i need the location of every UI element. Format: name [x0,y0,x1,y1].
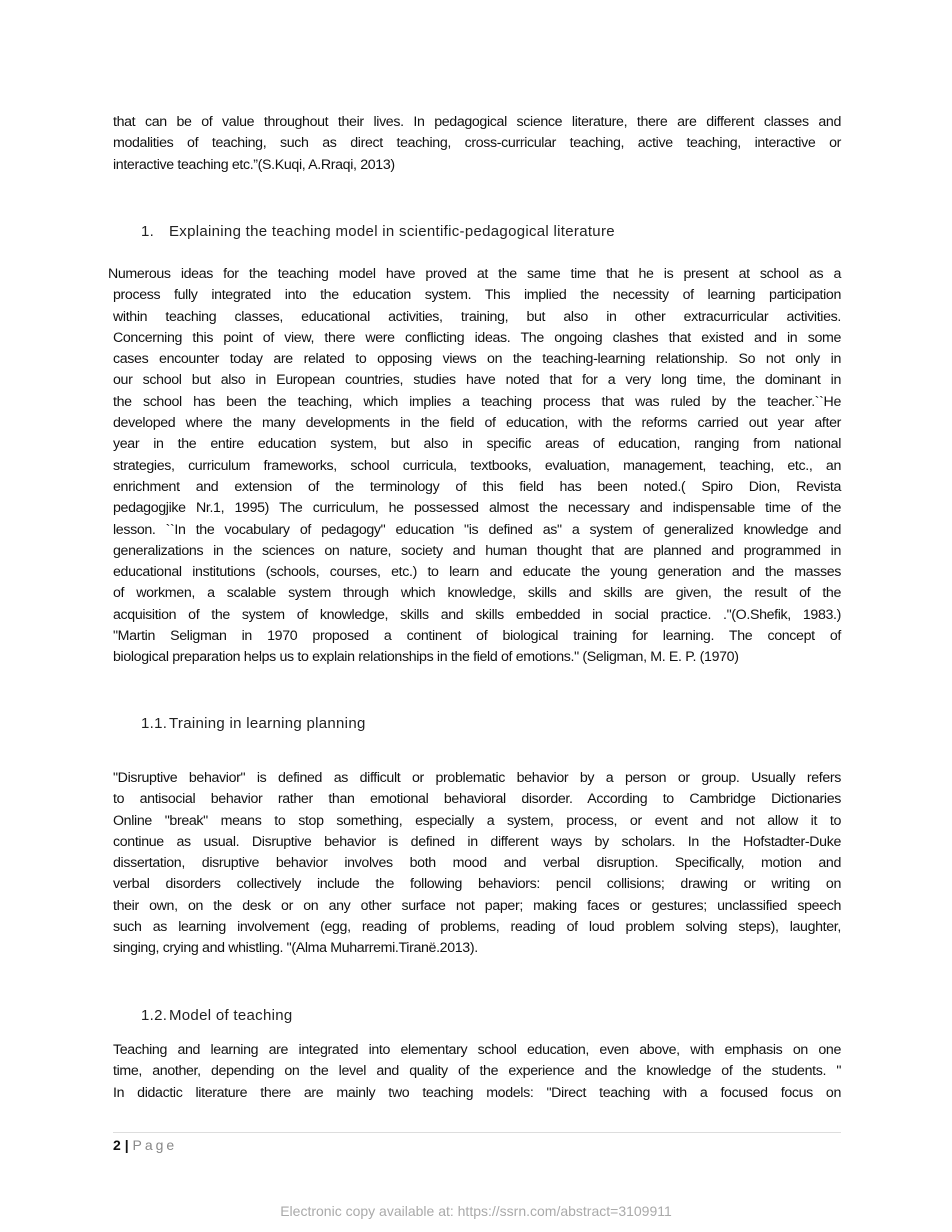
text-line: to antisocial behavior rather than emotional behavioral disorder. According to Cambridge Dictionaries [113,791,841,808]
text-line: verbal disorders collectively include the following behaviors: pencil collisions; drawing or writing on [113,876,841,893]
text-line: modalities of teaching, such as direct teaching, cross-curricular teaching, active teaching, interactive or [113,135,841,152]
heading-1-1 [141,715,366,732]
heading-number: 1. [141,223,155,240]
text-line: dissertation, disruptive behavior involves both mood and verbal disruption. Specifically, motion and [113,855,841,872]
text-line: interactive teaching etc.”(S.Kuqi, A.Rraqi, 2013) [113,156,395,173]
text-line: their own, on the desk or on any other surface not paper; making faces or gestures; unclassified speech [113,897,841,914]
ssrn-watermark: Electronic copy available at: https://ssrn.com/abstract=3109911 [280,1203,672,1219]
text-line: singing, crying and whistling. "(Alma Muharremi.Tiranë.2013). [113,940,478,957]
text-line: cases encounter today are related to opposing views on the teaching-learning relationship. So not only in [113,351,841,368]
text-line: such as learning involvement (egg, reading of problems, reading of loud problem solving steps), laughter, [113,919,841,936]
footer-separator: | [124,1137,129,1153]
text-line: "Martin Seligman in 1970 proposed a continent of biological training for learning. The concept of [113,628,841,645]
heading-text: Explaining the teaching model in scientific-pedagogical literature [169,223,615,240]
text-line: strategies, curriculum frameworks, school curricula, textbooks, evaluation, management, teaching, etc., an [113,457,841,474]
text-line: developed where the many developments in the field of education, with the reforms carried out year after [113,415,841,432]
text-line: Online "break" means to stop something, especially a system, process, or event and not allow it to [113,812,841,829]
text-line: pedagogjike Nr.1, 1995) The curriculum, he possessed almost the necessary and indispensable time of the [113,500,841,517]
text-line: within teaching classes, educational activities, training, but also in other extracurricular activities. [113,308,841,325]
text-line: our school but also in European countries, studies have noted that for a very long time, the dominant in [113,372,841,389]
text-line: that can be of value throughout their lives. In pedagogical science literature, there are different classes and [113,114,841,130]
text-line: lesson. ``In the vocabulary of pedagogy" education "is defined as" a system of generalized knowledge and [113,521,841,538]
footer-divider [113,1132,841,1133]
text-line: In didactic literature there are mainly two teaching models: "Direct teaching with a focused focus on [113,1084,841,1101]
heading-1-2 [141,1007,293,1024]
page-number: 2 [113,1137,121,1153]
text-line: time, another, depending on the level and quality of the experience and the knowledge of the students. " [113,1063,841,1080]
text-line: enrichment and extension of the terminology of this field has been noted.( Spiro Dion, Revista [113,478,841,495]
text-line: of workmen, a scalable system through which knowledge, skills and skills are given, the result of the [113,585,841,602]
text-line: continue as usual. Disruptive behavior is defined in different ways by scholars. In the Hofstadter-Duke [113,833,841,850]
heading-text: Training in learning planning [169,715,366,732]
text-line: Numerous ideas for the teaching model have proved at the same time that he is present at school as a [108,266,841,282]
text-line: "Disruptive behavior" is defined as difficult or problematic behavior by a person or group. Usually refers [113,770,841,786]
text-line: year in the entire education system, but also in specific areas of education, ranging from national [113,436,841,453]
text-line: process fully integrated into the education system. This implied the necessity of learning participation [113,287,841,304]
page-footer [113,1137,177,1153]
paragraph-model-of-teaching [113,1040,841,1104]
page-label: Page [132,1137,178,1153]
heading-1 [141,223,615,240]
text-line: the school has been the teaching, which implies a teaching process that was ruled by the teacher.``He [113,393,841,410]
paragraph-disruptive-behavior [113,768,841,960]
text-line: Concerning this point of view, there were conflicting ideas. The ongoing clashes that existed and in some [113,329,841,346]
heading-text: Model of teaching [169,1007,293,1024]
heading-number: 1.1. [141,715,168,732]
paragraph-teaching-model [108,264,841,669]
text-line: acquisition of the system of knowledge, skills and skills embedded in social practice. ."(O.Shefik, 1983.) [113,606,841,623]
paragraph-intro [113,112,841,176]
text-line: generalizations in the sciences on nature, society and human thought that are planned and programmed in [113,542,841,559]
text-line: educational institutions (schools, courses, etc.) to learn and educate the young generation and the masses [113,564,841,581]
heading-number: 1.2. [141,1007,168,1024]
text-line: Teaching and learning are integrated into elementary school education, even above, with emphasis on one [113,1042,841,1058]
text-line: biological preparation helps us to explain relationships in the field of emotions." (Seligman, M. E. P. (1970) [113,649,739,666]
